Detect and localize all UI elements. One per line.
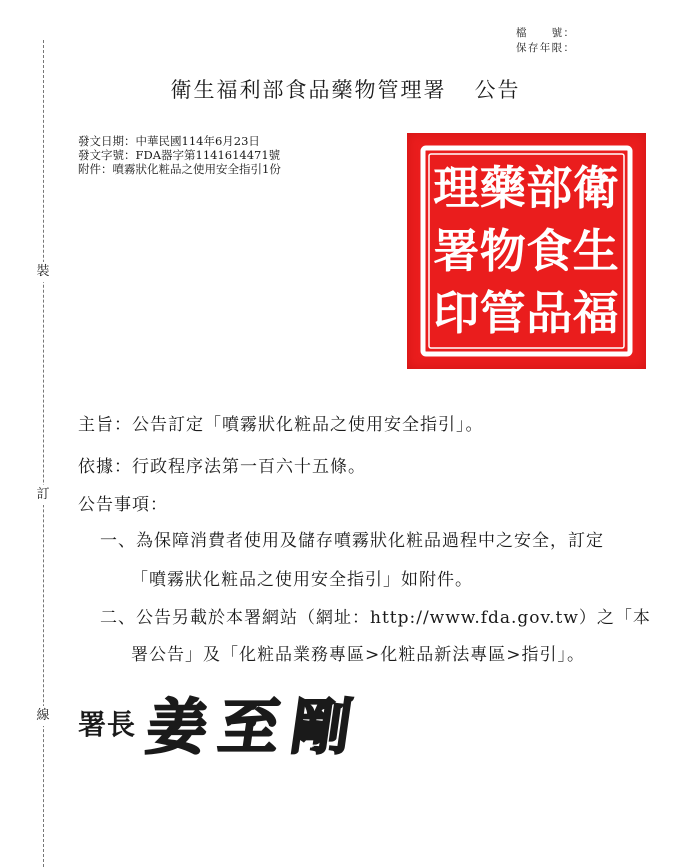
file-number-label: 檔 號： <box>516 27 574 39</box>
seal-char: 品 <box>526 286 573 341</box>
binding-line <box>43 40 44 867</box>
binding-char-zhuang: 裝 <box>33 262 53 282</box>
item-2-line-2: 署公告」及「化粧品業務專區>化粧品新法專區>指引」。 <box>131 645 585 665</box>
seal-char: 藥 <box>479 161 526 215</box>
subject-line: 主旨：公告訂定「噴霧狀化粧品之使用安全指引」。 <box>78 415 484 435</box>
seal-char: 管 <box>479 286 526 341</box>
seal-char: 生 <box>572 223 619 278</box>
seal-characters <box>433 157 619 345</box>
signature-block <box>78 680 369 766</box>
agency-name: 衛生福利部食品藥物管理署 <box>170 78 447 102</box>
binding-char-ding: 訂 <box>33 485 53 505</box>
seal-char: 食 <box>526 223 573 278</box>
seal-char: 福 <box>572 286 619 341</box>
document-type: 公告 <box>474 78 521 102</box>
signatory-name: 姜至剛 <box>142 693 369 763</box>
attachment-note: 附件：噴霧狀化粧品之使用安全指引1份 <box>78 162 281 176</box>
document-title <box>0 74 691 104</box>
retention-period-label: 保存年限： <box>516 42 574 54</box>
seal-char: 理 <box>433 161 480 215</box>
seal-char: 印 <box>433 286 480 341</box>
issue-date: 發文日期：中華民國114年6月23日 <box>78 134 260 148</box>
signatory-title: 署長 <box>78 708 137 741</box>
seal-char: 署 <box>433 223 480 278</box>
item-1-line-1: 一、為保障消費者使用及儲存噴霧狀化粧品過程中之安全，訂定 <box>100 531 604 551</box>
basis-line: 依據：行政程序法第一百六十五條。 <box>78 457 366 477</box>
document-meta <box>78 134 281 176</box>
item-1-line-2: 「噴霧狀化粧品之使用安全指引」如附件。 <box>131 570 473 590</box>
seal-char: 衛 <box>572 161 619 215</box>
seal-char: 部 <box>526 161 573 215</box>
binding-char-xian: 線 <box>33 706 53 726</box>
item-2-line-1: 二、公告另載於本署網站（網址：http://www.fda.gov.tw）之「本 <box>100 608 651 628</box>
official-seal <box>407 133 646 369</box>
archive-info <box>516 26 574 56</box>
seal-char: 物 <box>479 223 526 278</box>
document-number: 發文字號：FDA器字第1141614471號 <box>78 148 281 162</box>
items-header: 公告事項： <box>78 495 168 515</box>
